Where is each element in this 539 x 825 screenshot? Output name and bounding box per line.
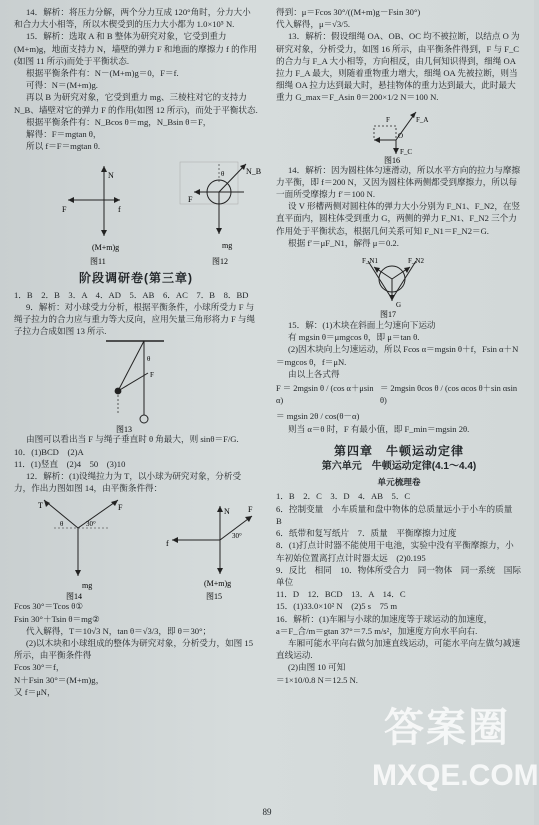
q15-formula-lhs: F ＝ 2mgsin θ / (cos α＋μsin α) <box>276 384 374 406</box>
figures-14-15 <box>14 494 258 600</box>
q14-solution-right: 14．解析：因为圆柱体匀速滑动，所以水平方向的拉力与摩擦力平衡，即 f＝200 N，又因为圆柱体两侧都受到摩擦力，所以每一面所受摩擦力 f′＝100 N. <box>276 164 521 200</box>
figure-17 <box>276 249 522 319</box>
mu-result: 得到：μ＝Fcos 30°/((M+m)g－Fsin 30°) <box>276 7 421 17</box>
q15-right-1: 15．解：(1)木块在斜面上匀速向下运动 <box>288 320 436 331</box>
page-number: 89 <box>262 807 272 817</box>
q13-solution: 13．解析：假设细绳 OA、OB、OC 均不被拉断，以结点 O 为研究对象，分析受力，如图 16 所示，由平衡条件得到，F 与 F_C 的合力与 F_A 大小相等，方向相反，由几何知识得到，细绳 OA 拉力 F_A 最大，则随着重物重力增大，细绳 OA 先被拉断，则当细绳 OA 拉力达到最大时，悬挂物体的重力达到最大，此时最大重力 G_max＝F_Asin θ＝200×1/2 N＝100 N. <box>276 31 520 103</box>
q12-eq-6: N＋Fsin 30°＝(M+m)g， <box>14 674 105 685</box>
q15-line-4: 再以 B 为研究对象，它受到重力 mg、三棱柱对它的支持力 N_B、墙壁对它的弹力 F 的作用(如图 12 所示)，而处于平衡状态. <box>14 92 258 115</box>
answer-8: 8．(1)打点计时器不能使用干电池，实验中没有平衡摩擦力，小车初始位置离打点计时器太远 (2)0.195 <box>276 540 514 563</box>
q15-right-2: 有 mgsin θ＝μmgcos θ，即 μ＝tan θ. <box>288 332 420 343</box>
fig12-caption: 图12 <box>212 257 228 267</box>
fig16-label-f: F <box>386 115 390 124</box>
q15-formula-mid: ＝ 2mgsin θcos θ / (cos αcos θ＋sin αsin θ) <box>379 384 518 406</box>
figure-14-15-diagram <box>14 494 258 600</box>
q15-right-5: 则当 α＝θ 时，F 有最小值，即 F_min＝mgsin 2θ. <box>288 423 470 434</box>
q15-solution-head: 15．解析：选取 A 和 B 整体为研究对象，它受到重力(M+m)g，地面支持力 N，墙壁的弹力 F 和地面的摩擦力 f 的作用(如图 11 所示)而处于平衡状态. <box>14 31 257 66</box>
watermark-url: MXQE.COM <box>372 759 539 792</box>
answer-9-10: 9．反比 相同 10．物体所受合力 同一物体 同一系统 国际单位 <box>276 564 521 587</box>
fig16-label-fa: F_A <box>416 115 429 124</box>
unit-review-title: 单元梳理卷 <box>377 477 421 488</box>
fig17-label-g: G <box>396 301 402 310</box>
section-3-title: 阶段调研卷(第三章) <box>79 271 193 286</box>
figure-16-diagram <box>276 104 522 164</box>
fig17-label-fn2: F_N2 <box>408 257 424 266</box>
left-column <box>14 6 262 698</box>
figures-11-12 <box>14 154 262 267</box>
answer-15: 15．(1)33.0×10² N (2)5 s 75 m <box>276 601 398 612</box>
fig16-caption: 图16 <box>384 155 400 165</box>
chapter-4-title: 第四章 牛顿运动定律 <box>333 443 464 458</box>
fig15-label-30: 30° <box>232 532 242 541</box>
figure-16 <box>276 104 522 164</box>
fig11-label-weight: (M+m)g <box>92 243 120 253</box>
fig14-label-mg: mg <box>82 581 93 591</box>
q12-eq-1: Fcos 30°＝Tcos θ① <box>14 601 84 612</box>
fig15-label-weight: (M+m)g <box>204 579 232 589</box>
q12-eq-4: (2)以木块和小球组成的整体为研究对象，分析受力，如图 15 所示，由平衡条件得 <box>14 638 254 661</box>
q16-line-2: a＝F_合/m＝gtan 37°＝7.5 m/s²，加速度方向水平向右. <box>276 625 478 636</box>
figure-13 <box>14 337 258 433</box>
q12-solution: 12．解析：(1)设绳拉力为 T，以小球为研究对象，分析受力，作出力图如图 14，由平衡条件得： <box>14 471 242 494</box>
answers-1-8: 1．B 2．B 3．A 4．AD 5．AB 6．AC 7．B 8．BD <box>14 289 249 300</box>
q15-formula <box>276 383 522 407</box>
q15-line-7: 所以 f＝F＝mgtan θ. <box>26 141 101 152</box>
q16-line-1: 16．解析：(1)车厢与小球的加速度等于球运动的加速度， <box>276 613 493 624</box>
fig15-label-f: F <box>248 505 253 515</box>
fig14-label-t: T <box>38 501 43 511</box>
q16-line-3: 车厢可能水平向右做匀加速直线运动，可能水平向左做匀减速直线运动. <box>276 637 521 661</box>
fig13-caption: 图13 <box>116 425 132 435</box>
q15-formula-rhs: ＝ mgsin 2θ / cos(θ－α) <box>276 411 360 422</box>
fig12-label-nb: N_B <box>246 167 262 177</box>
answer-11: 11．(1)竖直 (2)4 50 (3)10 <box>14 458 126 469</box>
right-column <box>276 6 522 686</box>
fig14-label-30: 30° <box>86 520 96 529</box>
fig11-caption: 图11 <box>90 257 106 267</box>
q12-eq-7: 又 f＝μN， <box>14 686 56 697</box>
q15-right-3: (2)因木块向上匀速运动，所以 Fcos α＝mgsin θ＋f，Fsin α＋N＝mgcos θ，f＝μN. <box>276 344 519 367</box>
fig12-label-theta: θ <box>221 170 225 179</box>
fig14-caption: 图14 <box>66 592 82 602</box>
q15-line-3: 可得：N＝(M+m)g. <box>26 80 98 91</box>
fig15-caption: 图15 <box>206 592 222 602</box>
figure-13-diagram <box>14 337 258 433</box>
watermark-logo: 答案圈 <box>384 706 510 750</box>
answer-6-7: 6．纸带和复写纸片 7．质量 平衡摩擦力过度 <box>276 528 457 539</box>
q9-solution: 9．解析：对小球受力分析，根据平衡条件，小球所受力 F 与绳子拉力的合力应与重力等大反向，应用矢量三角形将力 F 与绳子拉力合成如图 13 所示. <box>14 301 256 337</box>
fig11-label-f-right: f <box>118 205 121 215</box>
q15-line-5: 根据平衡条件有：N_Bcos θ＝mg，N_Bsin θ＝F， <box>26 116 212 127</box>
answers-11-14: 11．D 12．BCD 13．A 14．C <box>276 589 406 600</box>
q15-right-4: 由以上各式得 <box>288 368 340 379</box>
q9-conclusion: 由图可以看出当 F 与绳子垂直时 θ 角最大，则 sinθ＝F/G. <box>26 434 239 445</box>
fig12-label-mg: mg <box>222 241 233 251</box>
unit-6-title: 第六单元 牛顿运动定律(4.1～4.4) <box>321 461 477 473</box>
figure-17-diagram <box>276 249 522 319</box>
fig11-label-f-left: F <box>62 205 67 215</box>
q12-eq-3: 代入解得，T＝10√3 N，tan θ＝√3/3，即 θ＝30°； <box>26 625 212 636</box>
fig16-label-fc: F_C <box>400 147 413 156</box>
fig17-caption: 图17 <box>380 310 396 320</box>
fig11-label-n: N <box>108 171 114 181</box>
q15-line-6: 解得：F＝mgtan θ， <box>26 129 102 140</box>
answer-10: 10．(1)BCD (2)A <box>14 446 84 457</box>
q14-line-2: 设 V 形槽两侧对圆柱体的弹力大小分别为 F_N1、F_N2，在竖直平面内，圆柱体受到重力 G，两侧的弹力 F_N1、F_N2 三个力作用处于平衡状态，根据几何关系可知 F_N1＝F_N2＝G. <box>276 201 521 236</box>
fig14-label-f: F <box>118 503 123 513</box>
fig16-label-o: O <box>398 131 404 140</box>
figure-11-12-diagram <box>14 154 262 267</box>
fig12-label-f: F <box>188 195 193 205</box>
mu-value: 代入解得，μ＝√3/5. <box>276 19 351 30</box>
fig13-label-theta: θ <box>147 355 151 364</box>
q14-line-3: 根据 f′＝μF_N1，解得 μ＝0.2. <box>288 237 399 248</box>
fig15-label-n: N <box>224 507 230 517</box>
fig17-label-fn1: F_N1 <box>362 257 378 266</box>
fig13-label-f: F <box>150 371 154 380</box>
answers-1-5: 1．B 2．C 3．D 4．AB 5．C <box>276 491 411 502</box>
answer-6: 6．控制变量 小车质量和盘中物体的总质量远小于小车的质量 B <box>276 503 521 526</box>
q16-line-5: ＝1×10/0.8 N＝12.5 N. <box>276 674 358 685</box>
q12-eq-5: Fcos 30°＝f， <box>14 662 65 673</box>
fig15-label-f-small: f <box>166 539 169 549</box>
q15-line-2: 根据平衡条件有：N－(M+m)g＝0，F＝f. <box>26 68 179 79</box>
fig14-label-theta: θ <box>60 520 64 529</box>
q14-solution: 14．解析：将压力分解，两个分力互成 120°角时，分力大小和合力大小相等，所以木楔受到的压力大小都为 1.0×10⁵ N. <box>14 7 251 30</box>
q12-eq-2: Fsin 30°＋Tsin θ＝mg② <box>14 613 100 624</box>
q16-line-4: (2)由图 10 可知 <box>288 662 346 673</box>
